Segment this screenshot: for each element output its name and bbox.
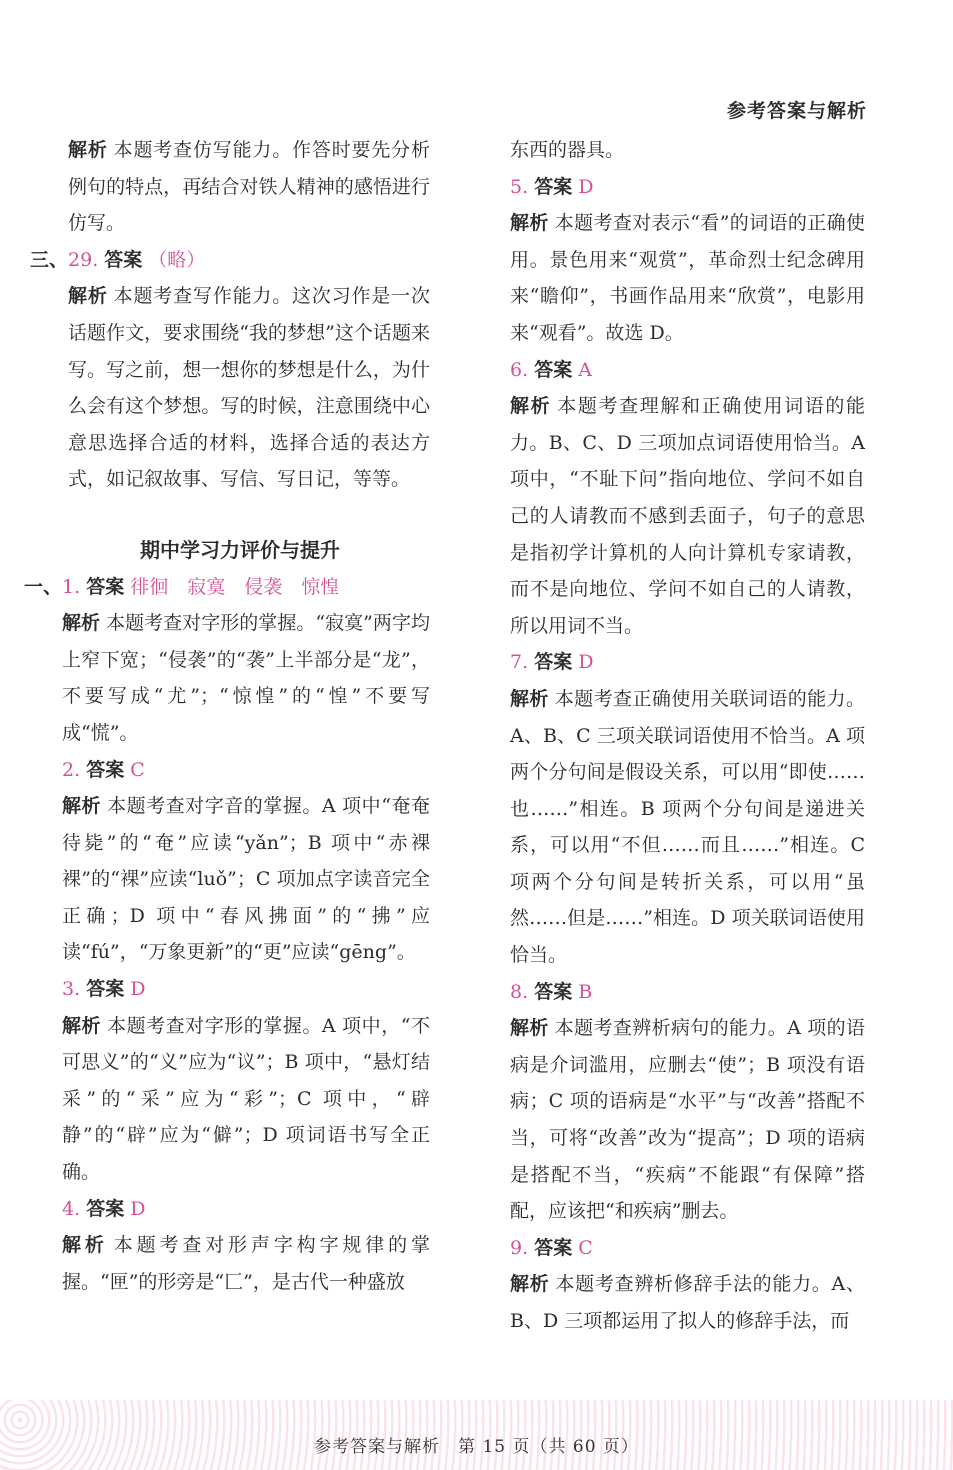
answer-line-1 [24, 569, 430, 606]
analysis-label: 解析 [510, 687, 549, 710]
answer-value: C [578, 1236, 593, 1259]
question-number: 7. [510, 651, 529, 674]
analysis-label: 解析 [62, 612, 101, 635]
answer-line-6 [510, 352, 865, 389]
page-header-title: 参考答案与解析 [726, 100, 867, 122]
question-number: 6. [510, 358, 529, 381]
answer-value: D [130, 1197, 146, 1220]
right-column [510, 132, 865, 1340]
question-number: 1. [62, 575, 81, 598]
analysis-paragraph [510, 1010, 865, 1230]
answer-label: 答案 [86, 1197, 125, 1220]
analysis-text: 本题考查辨析修辞手法的能力。A、B、D 三项都运用了拟人的修辞手法，而 [510, 1273, 865, 1332]
analysis-paragraph [30, 278, 430, 498]
analysis-label: 解析 [510, 212, 549, 235]
question-number: 9. [510, 1236, 529, 1259]
answer-label: 答案 [534, 175, 573, 198]
continued-paragraph [510, 132, 865, 169]
analysis-label: 解析 [62, 1234, 108, 1257]
answer-line-3 [30, 971, 430, 1008]
analysis-text: 本题考查仿写能力。作答时要先分析例句的特点，再结合对铁人精神的感悟进行仿写。 [68, 139, 430, 235]
analysis-text: 本题考查对表示“看”的词语的正确使用。景色用来“观赏”，革命烈士纪念碑用来“瞻仰”，书画作品用来“欣赏”，电影用来“观看”。故选 D。 [510, 212, 865, 344]
analysis-text: 本题考查写作能力。这次习作是一次话题作文，要求围绕“我的梦想”这个话题来写。写之前，想一想你的梦想是什么，为什么会有这个梦想。写的时候，注意围绕中心意思选择合适的材料，选择合适的表达方式，如记叙故事、写信、写日记，等等。 [68, 285, 430, 491]
answer-label: 答案 [534, 1236, 573, 1259]
answer-value: A [578, 358, 592, 381]
answer-value: B [578, 980, 593, 1003]
answer-label: 答案 [104, 248, 143, 271]
analysis-paragraph [510, 205, 865, 351]
answer-value: D [130, 978, 146, 1001]
section-title: 期中学习力评价与提升 [140, 537, 340, 562]
question-number: 2. [62, 758, 81, 781]
answer-line-4 [30, 1191, 430, 1228]
question-number: 3. [62, 978, 81, 1001]
answer-line-9 [510, 1230, 865, 1267]
answer-line-8 [510, 974, 865, 1011]
analysis-label: 解析 [510, 1273, 550, 1296]
analysis-label: 解析 [68, 139, 108, 161]
analysis-text: 本题考查对字形的掌握。A 项中，“不可思义”的“义”应为“议”；B 项中，“悬灯结采”的“采”应为“彩”；C 项中，“辟静”的“辟”应为“僻”；D 项词语书写全正确。 [62, 1014, 430, 1184]
analysis-label: 解析 [68, 285, 108, 308]
question-number: 5. [510, 175, 529, 198]
answer-label: 答案 [534, 980, 573, 1003]
analysis-paragraph [30, 1227, 430, 1300]
question-number: 8. [510, 980, 529, 1003]
analysis-text: 本题考查理解和正确使用词语的能力。B、C、D 三项加点词语使用恰当。A 项中，“不耻下问”指向地位、学问不如自己的人请教而不感到丢面子，句子的意思是指初学计算机的人向计算机专家请教，而不是向地位、学问不如自己的人请教，所以用词不当。 [510, 395, 865, 637]
analysis-label: 解析 [510, 395, 552, 418]
answer-line-5 [510, 169, 865, 206]
analysis-paragraph [30, 132, 430, 242]
analysis-label: 解析 [510, 1017, 549, 1040]
analysis-paragraph [30, 1008, 430, 1191]
answer-label: 答案 [534, 358, 573, 381]
section-prefix: 一、 [24, 575, 63, 598]
analysis-text: 本题考查对字形的掌握。“寂寞”两字均上窄下宽；“侵袭”的“袭”上半部分是“龙”，不要写成“尤”；“惊惶”的“惶”不要写成“慌”。 [62, 612, 430, 744]
answer-value: D [578, 175, 594, 198]
answer-line-29 [30, 242, 430, 279]
question-number: 29. [68, 248, 99, 271]
analysis-text: 本题考查正确使用关联词语的能力。A、B、C 三项关联词语使用不恰当。A 项两个分句间是假设关系，可以用“即使……也……”相连。B 项两个分句间是递进关系，可以用“不但……而且……”相连。C 项两个分句间是转折关系，可以用“虽然……但是……”相连。D 项关联词语使用恰当。 [510, 687, 865, 967]
analysis-paragraph [510, 681, 865, 974]
answer-label: 答案 [534, 651, 573, 674]
page-footer: 参考答案与解析 第 15 页（共 60 页） [314, 1437, 639, 1457]
section-prefix: 三、 [30, 248, 69, 271]
analysis-text: 本题考查对形声字构字规律的掌握。“匣”的形旁是“匚”，是古代一种盛放 [62, 1234, 430, 1293]
analysis-paragraph [30, 788, 430, 971]
left-column [24, 132, 430, 1300]
answer-label: 答案 [86, 758, 125, 781]
answer-value: C [130, 758, 145, 781]
analysis-text: 本题考查辨析病句的能力。A 项的语病是介词滥用，应删去“使”；B 项没有语病；C 项的语病是“水平”与“改善”搭配不当，可将“改善”改为“提高”；D 项的语病是搭配不当，“疾病”不能跟“有保障”搭配，应该把“和疾病”删去。 [510, 1017, 865, 1223]
answer-value: 徘徊 寂寞 侵袭 惊惶 [130, 575, 340, 598]
analysis-text: 东西的器具。 [510, 139, 625, 161]
analysis-label: 解析 [62, 795, 102, 818]
analysis-label: 解析 [62, 1014, 102, 1037]
analysis-paragraph [510, 388, 865, 644]
answer-value: （略） [148, 248, 206, 271]
answer-label: 答案 [86, 575, 125, 598]
answer-label: 答案 [86, 978, 125, 1001]
answer-line-2 [30, 752, 430, 789]
analysis-paragraph [510, 1266, 865, 1339]
answer-value: D [578, 651, 594, 674]
question-number: 4. [62, 1197, 81, 1220]
answer-line-7 [510, 644, 865, 681]
analysis-text: 本题考查对字音的掌握。A 项中“奄奄待毙”的“奄”应读“yǎn”；B 项中“赤裸裸”的“裸”应读“luǒ”；C 项加点字读音完全正确；D 项中“春风拂面”的“拂”应读“fú”，“万象更新”的“更”应读“gēng”。 [62, 795, 430, 964]
analysis-paragraph [30, 605, 430, 751]
